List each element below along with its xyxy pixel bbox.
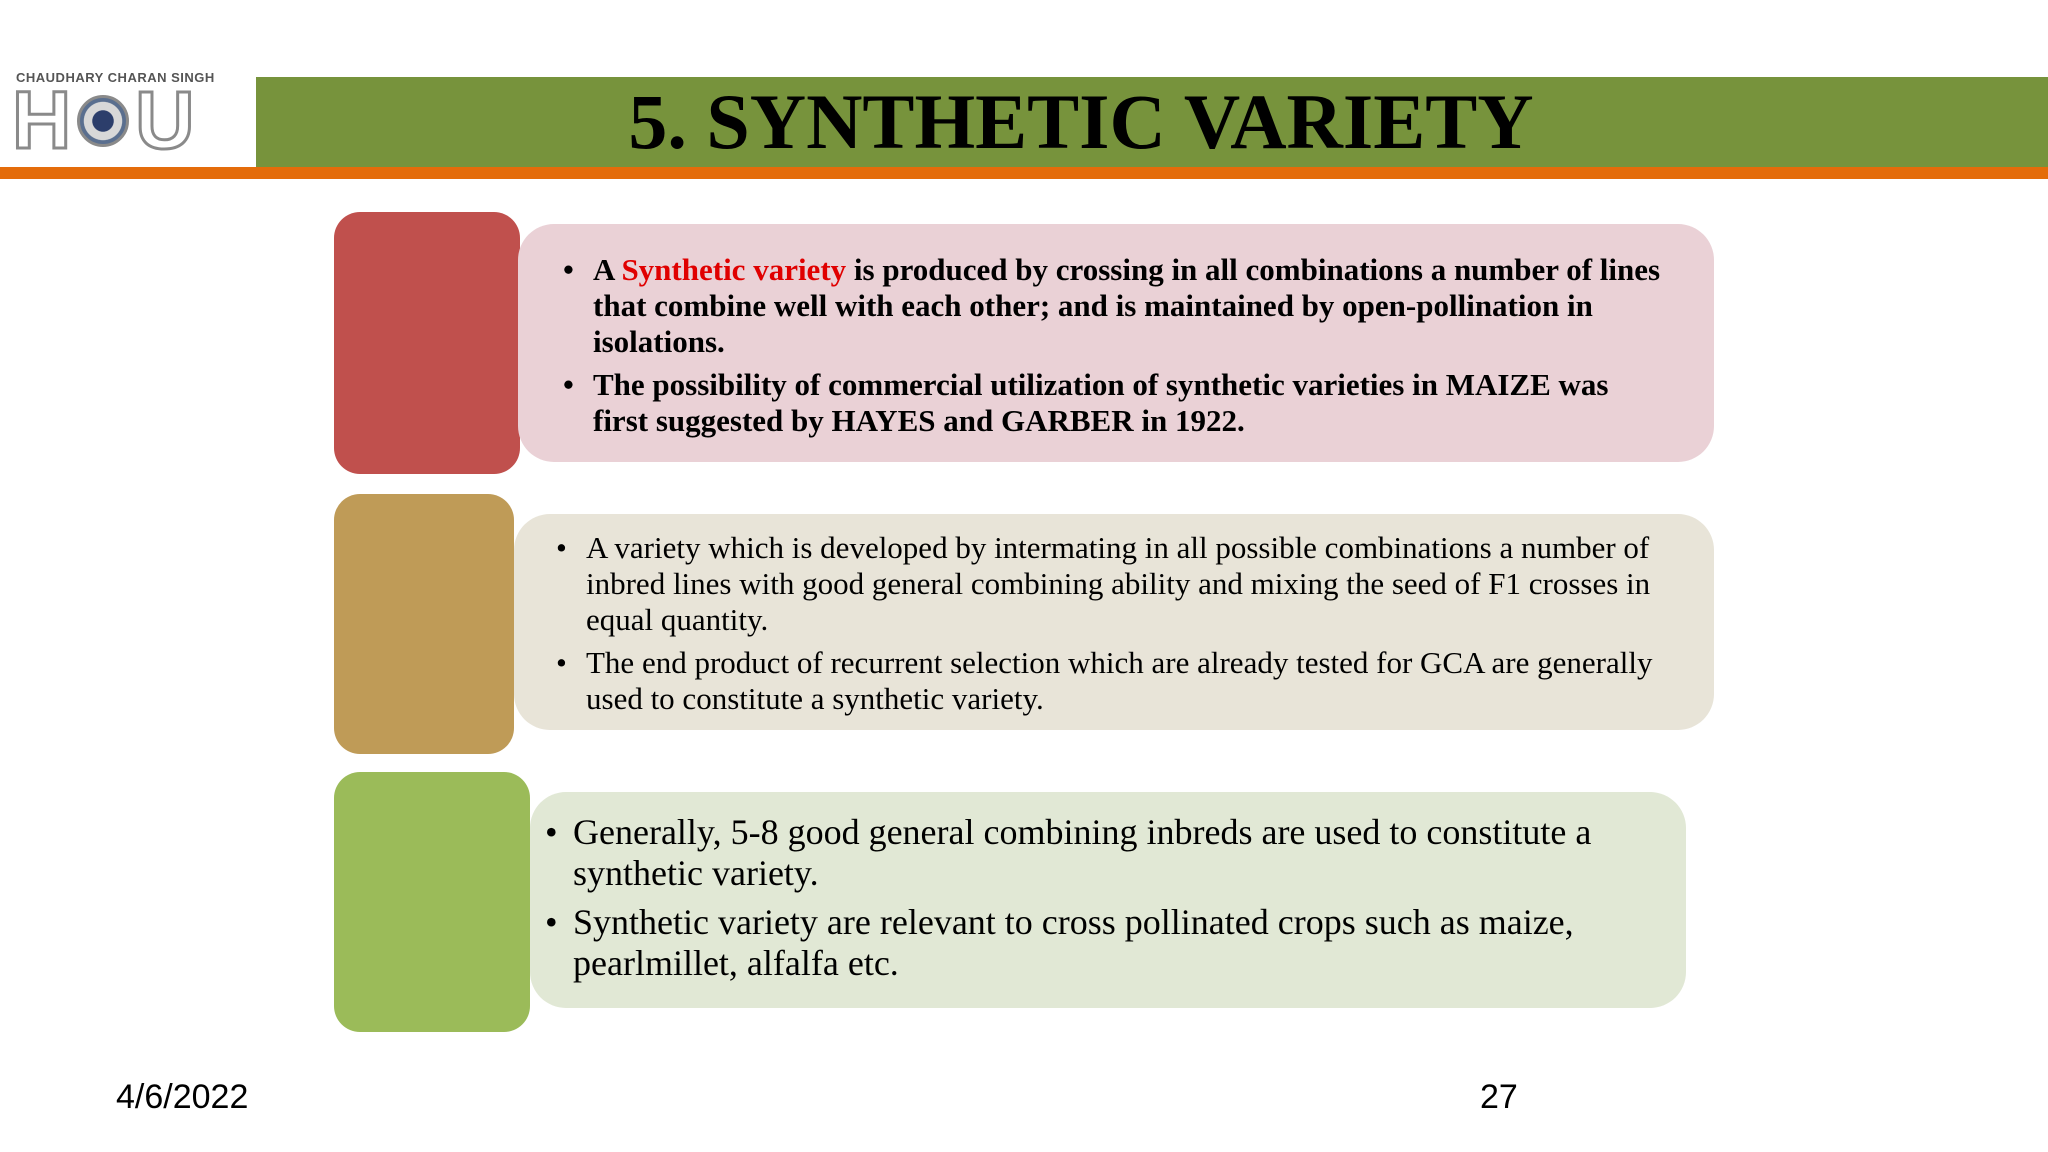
slide-page-number: 27 xyxy=(1480,1078,1518,1116)
slide-date: 4/6/2022 xyxy=(116,1078,249,1116)
block-3-tile xyxy=(334,772,530,1032)
logo-letter-u: U xyxy=(135,75,195,166)
block-3-bullets xyxy=(573,812,1626,984)
block-2-bullet-1: • A variety which is developed by intermating in all possible combinations a number of inbred lines with good general combining ability and mixing the seed of F1 crosses in equal quantity. xyxy=(586,530,1654,638)
block-1-bullet-2: • The possibility of commercial utilization of synthetic varieties in MAIZE was first suggested by HAYES and GARBER in 1922. xyxy=(593,367,1664,439)
block-2-panel xyxy=(514,514,1714,730)
block-2-bullet-2: • The end product of recurrent selection which are already tested for GCA are generally used to constitute a synthetic variety. xyxy=(586,645,1654,717)
logo-seal-icon xyxy=(77,95,129,147)
block-3-panel xyxy=(530,792,1686,1008)
block-1-panel xyxy=(518,224,1714,462)
synthetic-variety-highlight: Synthetic variety xyxy=(621,252,847,287)
block-1-bullet-1: • A Synthetic variety is produced by crossing in all combinations a number of lines that combine well with each other; and is maintained by open-pollination in isolations. xyxy=(593,252,1664,360)
block-3-bullet-1: • Generally, 5-8 good general combining inbreds are used to constitute a synthetic variety. xyxy=(573,812,1626,894)
block-1-bullets xyxy=(593,252,1664,439)
logo-caption: CHAUDHARY CHARAN SINGH xyxy=(16,70,215,85)
block-2-bullets xyxy=(586,530,1654,717)
slide-title: 5. SYNTHETIC VARIETY xyxy=(628,78,1534,165)
logo-letter-h: H xyxy=(12,75,72,166)
block-1-tile xyxy=(334,212,520,474)
block-2-tile xyxy=(334,494,514,754)
title-underline xyxy=(0,167,2048,179)
block-3-bullet-2: • Synthetic variety are relevant to cross pollinated crops such as maize, pearlmillet, alfalfa etc. xyxy=(573,902,1626,984)
